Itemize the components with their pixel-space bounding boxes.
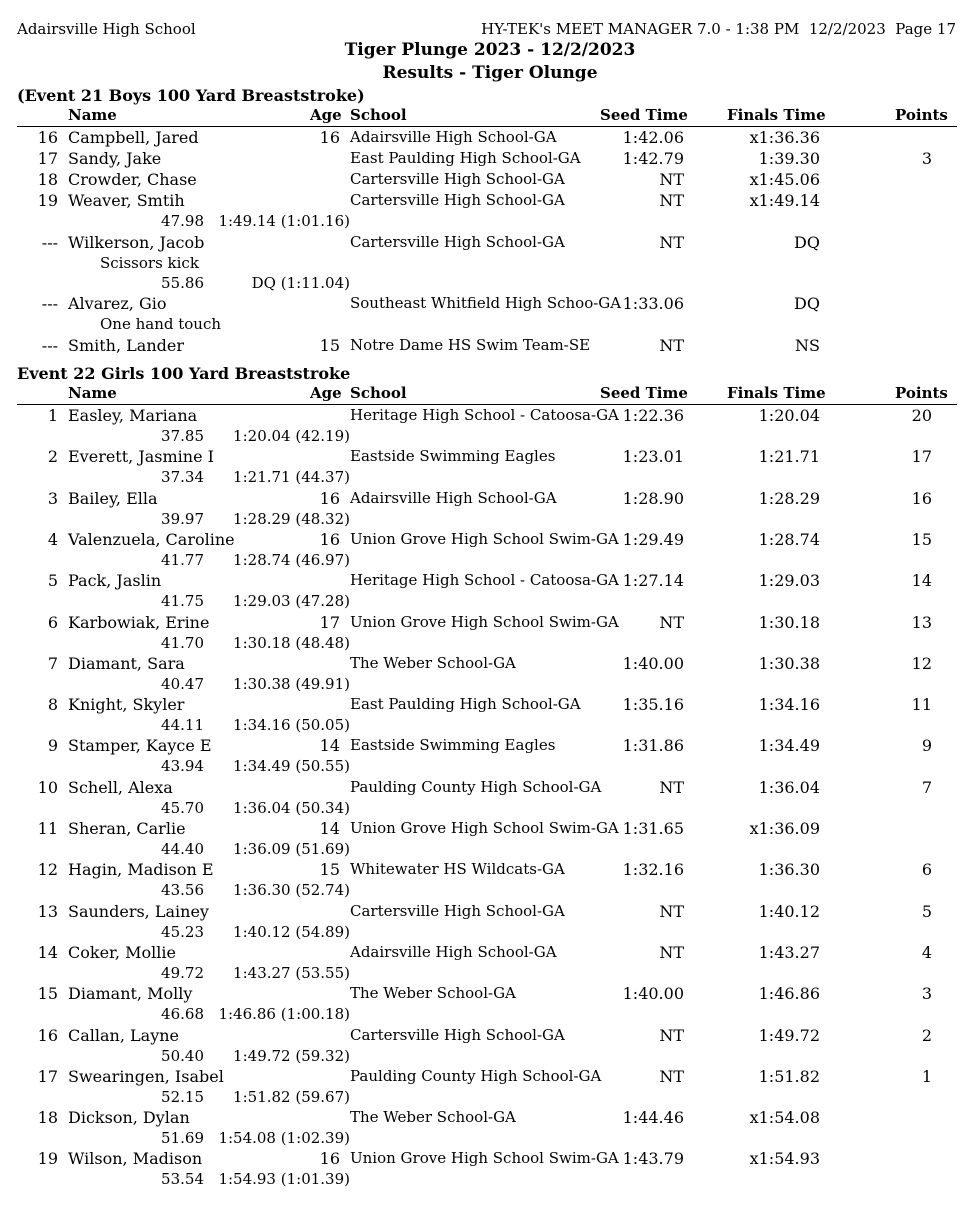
result-name: Schell, Alexa — [68, 778, 173, 797]
result-row — [0, 294, 980, 314]
split-50: 47.98 — [161, 212, 204, 230]
result-final: 1:28.29 — [758, 489, 820, 508]
split-50: 41.70 — [161, 634, 204, 652]
result-age: 17 — [319, 613, 340, 632]
result-final: x1:54.08 — [749, 1108, 820, 1127]
split-100: 1:30.38 (49.91) — [233, 675, 350, 693]
result-school: Union Grove High School Swim-GA — [350, 819, 619, 837]
result-place: 11 — [37, 819, 58, 838]
col-seed: Seed Time — [600, 106, 688, 124]
split-row — [0, 551, 980, 571]
result-pts: 6 — [921, 860, 932, 879]
result-place: 14 — [37, 943, 58, 962]
split-row — [0, 757, 980, 777]
result-row — [0, 489, 980, 509]
result-final: 1:30.18 — [758, 613, 820, 632]
split-row — [0, 427, 980, 447]
result-seed: 1:40.00 — [622, 654, 684, 673]
result-seed: 1:35.16 — [622, 695, 684, 714]
split-50: 40.47 — [161, 675, 204, 693]
result-seed: 1:32.16 — [622, 860, 684, 879]
result-name: Valenzuela, Caroline — [68, 530, 235, 549]
split-row — [0, 1047, 980, 1067]
col-age: Age — [310, 384, 342, 402]
result-place: 17 — [37, 149, 58, 168]
result-pts: 12 — [911, 654, 932, 673]
result-age: 16 — [319, 530, 340, 549]
result-school: Union Grove High School Swim-GA — [350, 613, 619, 631]
result-place: --- — [41, 294, 58, 313]
split-50: 37.34 — [161, 468, 204, 486]
result-name: Bailey, Ella — [68, 489, 158, 508]
result-place: 18 — [37, 170, 58, 189]
result-place: 9 — [47, 736, 58, 755]
result-final: 1:51.82 — [758, 1067, 820, 1086]
result-final: 1:34.16 — [758, 695, 820, 714]
result-school: Cartersville High School-GA — [350, 1026, 565, 1044]
result-age: 16 — [319, 1149, 340, 1168]
result-place: 2 — [47, 447, 58, 466]
event-22-title: Event 22 Girls 100 Yard Breaststroke — [17, 364, 351, 383]
result-final: x1:36.36 — [749, 128, 820, 147]
result-pts: 3 — [921, 149, 932, 168]
result-row — [0, 695, 980, 715]
result-age: 15 — [319, 336, 340, 355]
event-21-title: (Event 21 Boys 100 Yard Breaststroke) — [17, 86, 365, 105]
result-place: 12 — [37, 860, 58, 879]
split-row — [0, 1170, 980, 1190]
result-place: 17 — [37, 1067, 58, 1086]
result-age: 15 — [319, 860, 340, 879]
result-school: Cartersville High School-GA — [350, 191, 565, 209]
result-name: Easley, Mariana — [68, 406, 198, 425]
result-pts: 7 — [921, 778, 932, 797]
result-name: Knight, Skyler — [68, 695, 185, 714]
result-row — [0, 191, 980, 211]
result-final: 1:28.74 — [758, 530, 820, 549]
split-100: 1:28.29 (48.32) — [233, 510, 350, 528]
split-100: 1:54.08 (1:02.39) — [218, 1129, 350, 1147]
result-school: Eastside Swimming Eagles — [350, 447, 556, 465]
col-points: Points — [895, 384, 948, 402]
result-pts: 13 — [911, 613, 932, 632]
result-name: Karbowiak, Erine — [68, 613, 210, 632]
result-pts: 11 — [911, 695, 932, 714]
result-school: Cartersville High School-GA — [350, 902, 565, 920]
result-seed: 1:40.00 — [622, 984, 684, 1003]
result-final: DQ — [794, 294, 820, 313]
software-header: HY-TEK's MEET MANAGER 7.0 - 1:38 PM 12/2/2023 Page 17 — [481, 20, 956, 38]
split-50: 52.15 — [161, 1088, 204, 1106]
result-school: Union Grove High School Swim-GA — [350, 1149, 619, 1167]
result-school: Paulding County High School-GA — [350, 778, 602, 796]
split-100: 1:34.49 (50.55) — [233, 757, 350, 775]
event-22-column-header — [17, 384, 957, 405]
split-100: 1:20.04 (42.19) — [233, 427, 350, 445]
result-row — [0, 1149, 980, 1169]
result-seed: 1:31.86 — [622, 736, 684, 755]
result-place: 6 — [47, 613, 58, 632]
split-row — [0, 634, 980, 654]
result-row — [0, 819, 980, 839]
result-seed: NT — [659, 336, 684, 355]
split-50: 43.56 — [161, 881, 204, 899]
split-row — [0, 923, 980, 943]
result-row — [0, 984, 980, 1004]
result-seed: NT — [659, 613, 684, 632]
result-name: Campbell, Jared — [68, 128, 199, 147]
result-row — [0, 778, 980, 798]
split-100: 1:29.03 (47.28) — [233, 592, 350, 610]
result-pts: 4 — [921, 943, 932, 962]
result-school: Paulding County High School-GA — [350, 1067, 602, 1085]
result-age: 16 — [319, 489, 340, 508]
result-seed: NT — [659, 170, 684, 189]
result-seed: 1:29.49 — [622, 530, 684, 549]
result-school: Cartersville High School-GA — [350, 170, 565, 188]
col-school: School — [350, 384, 407, 402]
result-school: East Paulding High School-GA — [350, 149, 581, 167]
result-place: --- — [41, 233, 58, 252]
result-place: 8 — [47, 695, 58, 714]
result-school: Adairsville High School-GA — [350, 943, 557, 961]
split-row — [0, 274, 980, 294]
result-seed: 1:27.14 — [622, 571, 684, 590]
result-place: 4 — [47, 530, 58, 549]
result-row — [0, 902, 980, 922]
result-final: 1:49.72 — [758, 1026, 820, 1045]
split-100: 1:49.14 (1:01.16) — [218, 212, 350, 230]
result-seed: NT — [659, 191, 684, 210]
result-seed: 1:31.65 — [622, 819, 684, 838]
result-name: Weaver, Smtih — [68, 191, 185, 210]
result-row — [0, 943, 980, 963]
split-100: 1:43.27 (53.55) — [233, 964, 350, 982]
split-row — [0, 468, 980, 488]
split-100: 1:46.86 (1:00.18) — [218, 1005, 350, 1023]
result-name: Sandy, Jake — [68, 149, 162, 168]
result-age: 14 — [319, 819, 340, 838]
split-50: 51.69 — [161, 1129, 204, 1147]
col-school: School — [350, 106, 407, 124]
result-seed: 1:42.79 — [622, 149, 684, 168]
result-school: Cartersville High School-GA — [350, 233, 565, 251]
split-50: 43.94 — [161, 757, 204, 775]
result-final: 1:30.38 — [758, 654, 820, 673]
result-row — [0, 128, 980, 148]
split-50: 41.75 — [161, 592, 204, 610]
result-name: Diamant, Molly — [68, 984, 193, 1003]
event-21-column-header — [17, 106, 957, 127]
result-row — [0, 530, 980, 550]
result-row — [0, 336, 980, 356]
result-row — [0, 571, 980, 591]
result-name: Alvarez, Gio — [68, 294, 167, 313]
results-title: Results - Tiger Olunge — [382, 63, 598, 83]
result-school: Heritage High School - Catoosa-GA — [350, 571, 619, 589]
col-name: Name — [68, 384, 117, 402]
result-place: 16 — [37, 128, 58, 147]
col-finals: Finals Time — [727, 384, 826, 402]
result-school: Southeast Whitfield High Schoo-GA — [350, 294, 622, 312]
result-final: 1:20.04 — [758, 406, 820, 425]
split-row — [0, 881, 980, 901]
split-row — [0, 716, 980, 736]
result-school: Union Grove High School Swim-GA — [350, 530, 619, 548]
result-school: Notre Dame HS Swim Team-SE — [350, 336, 591, 354]
result-final: 1:40.12 — [758, 902, 820, 921]
result-seed: NT — [659, 1067, 684, 1086]
split-row — [0, 799, 980, 819]
split-50: 46.68 — [161, 1005, 204, 1023]
result-row — [0, 1026, 980, 1046]
result-row — [0, 1067, 980, 1087]
result-pts: 17 — [911, 447, 932, 466]
result-seed: 1:43.79 — [622, 1149, 684, 1168]
result-final: 1:46.86 — [758, 984, 820, 1003]
result-place: --- — [41, 336, 58, 355]
split-100: 1:36.04 (50.34) — [233, 799, 350, 817]
result-place: 19 — [37, 1149, 58, 1168]
result-row — [0, 233, 980, 253]
result-final: 1:43.27 — [758, 943, 820, 962]
col-age: Age — [310, 106, 342, 124]
split-row — [0, 964, 980, 984]
split-row — [0, 840, 980, 860]
result-row — [0, 736, 980, 756]
result-place: 3 — [47, 489, 58, 508]
result-seed: NT — [659, 233, 684, 252]
split-100: 1:40.12 (54.89) — [233, 923, 350, 941]
result-school: Adairsville High School-GA — [350, 489, 557, 507]
split-100: DQ (1:11.04) — [251, 274, 350, 292]
result-school: The Weber School-GA — [350, 984, 516, 1002]
result-pts: 1 — [921, 1067, 932, 1086]
result-final: x1:45.06 — [749, 170, 820, 189]
result-seed: 1:23.01 — [622, 447, 684, 466]
result-name: Pack, Jaslin — [68, 571, 162, 590]
result-final: 1:39.30 — [758, 149, 820, 168]
result-pts: 5 — [921, 902, 932, 921]
split-row — [0, 1129, 980, 1149]
col-seed: Seed Time — [600, 384, 688, 402]
result-name: Crowder, Chase — [68, 170, 197, 189]
split-row — [0, 1088, 980, 1108]
result-school: The Weber School-GA — [350, 1108, 516, 1126]
result-row — [0, 170, 980, 190]
split-row — [0, 592, 980, 612]
result-final: DQ — [794, 233, 820, 252]
result-final: x1:54.93 — [749, 1149, 820, 1168]
result-name: Coker, Mollie — [68, 943, 176, 962]
result-age: 14 — [319, 736, 340, 755]
result-place: 1 — [47, 406, 58, 425]
result-final: x1:49.14 — [749, 191, 820, 210]
split-50: 49.72 — [161, 964, 204, 982]
result-row — [0, 654, 980, 674]
split-100: 1:54.93 (1:01.39) — [218, 1170, 350, 1188]
split-row — [0, 510, 980, 530]
split-100: 1:21.71 (44.37) — [233, 468, 350, 486]
result-place: 18 — [37, 1108, 58, 1127]
split-50: 45.23 — [161, 923, 204, 941]
result-pts: 16 — [911, 489, 932, 508]
col-points: Points — [895, 106, 948, 124]
result-school: Eastside Swimming Eagles — [350, 736, 556, 754]
split-50: 44.11 — [161, 716, 204, 734]
result-final: 1:21.71 — [758, 447, 820, 466]
result-name: Smith, Lander — [68, 336, 184, 355]
result-row — [0, 447, 980, 467]
result-seed: 1:33.06 — [622, 294, 684, 313]
result-seed: 1:28.90 — [622, 489, 684, 508]
result-place: 19 — [37, 191, 58, 210]
split-row — [0, 212, 980, 232]
result-name: Wilson, Madison — [68, 1149, 203, 1168]
split-50: 41.77 — [161, 551, 204, 569]
result-place: 15 — [37, 984, 58, 1003]
result-place: 10 — [37, 778, 58, 797]
result-name: Callan, Layne — [68, 1026, 180, 1045]
result-school: East Paulding High School-GA — [350, 695, 581, 713]
split-50: 55.86 — [161, 274, 204, 292]
result-row — [0, 860, 980, 880]
result-seed: NT — [659, 778, 684, 797]
result-school: Adairsville High School-GA — [350, 128, 557, 146]
result-pts: 3 — [921, 984, 932, 1003]
result-row — [0, 149, 980, 169]
split-row — [0, 1005, 980, 1025]
split-100: 1:36.30 (52.74) — [233, 881, 350, 899]
school-header: Adairsville High School — [17, 20, 196, 38]
split-50: 44.40 — [161, 840, 204, 858]
result-seed: NT — [659, 902, 684, 921]
result-pts: 2 — [921, 1026, 932, 1045]
result-name: Wilkerson, Jacob — [68, 233, 205, 252]
meet-title: Tiger Plunge 2023 - 12/2/2023 — [344, 40, 636, 60]
split-100: 1:28.74 (46.97) — [233, 551, 350, 569]
result-name: Stamper, Kayce E — [68, 736, 212, 755]
result-name: Saunders, Lainey — [68, 902, 209, 921]
result-pts: 15 — [911, 530, 932, 549]
split-row — [0, 675, 980, 695]
split-100: 1:34.16 (50.05) — [233, 716, 350, 734]
result-place: 16 — [37, 1026, 58, 1045]
result-place: 5 — [47, 571, 58, 590]
result-place: 13 — [37, 902, 58, 921]
result-seed: 1:42.06 — [622, 128, 684, 147]
split-100: 1:51.82 (59.67) — [233, 1088, 350, 1106]
result-seed: NT — [659, 1026, 684, 1045]
result-name: Diamant, Sara — [68, 654, 185, 673]
result-place: 7 — [47, 654, 58, 673]
result-name: Everett, Jasmine I — [68, 447, 214, 466]
split-50: 37.85 — [161, 427, 204, 445]
result-name: Swearingen, Isabel — [68, 1067, 224, 1086]
col-finals: Finals Time — [727, 106, 826, 124]
result-seed: NT — [659, 943, 684, 962]
dq-note: Scissors kick — [100, 254, 199, 272]
split-100: 1:36.09 (51.69) — [233, 840, 350, 858]
split-100: 1:49.72 (59.32) — [233, 1047, 350, 1065]
result-school: The Weber School-GA — [350, 654, 516, 672]
dq-note: One hand touch — [100, 315, 222, 333]
split-50: 39.97 — [161, 510, 204, 528]
result-school: Whitewater HS Wildcats-GA — [350, 860, 565, 878]
result-pts: 20 — [911, 406, 932, 425]
result-final: x1:36.09 — [749, 819, 820, 838]
result-final: 1:34.49 — [758, 736, 820, 755]
result-seed: 1:44.46 — [622, 1108, 684, 1127]
result-name: Dickson, Dylan — [68, 1108, 190, 1127]
result-row — [0, 1108, 980, 1128]
result-name: Hagin, Madison E — [68, 860, 214, 879]
result-final: 1:36.30 — [758, 860, 820, 879]
result-pts: 9 — [921, 736, 932, 755]
result-name: Sheran, Carlie — [68, 819, 186, 838]
split-50: 45.70 — [161, 799, 204, 817]
split-50: 53.54 — [161, 1170, 204, 1188]
split-50: 50.40 — [161, 1047, 204, 1065]
result-pts: 14 — [911, 571, 932, 590]
result-age: 16 — [319, 128, 340, 147]
result-row — [0, 406, 980, 426]
col-name: Name — [68, 106, 117, 124]
result-final: 1:36.04 — [758, 778, 820, 797]
result-row — [0, 613, 980, 633]
result-final: 1:29.03 — [758, 571, 820, 590]
split-100: 1:30.18 (48.48) — [233, 634, 350, 652]
result-seed: 1:22.36 — [622, 406, 684, 425]
result-final: NS — [795, 336, 820, 355]
result-school: Heritage High School - Catoosa-GA — [350, 406, 619, 424]
